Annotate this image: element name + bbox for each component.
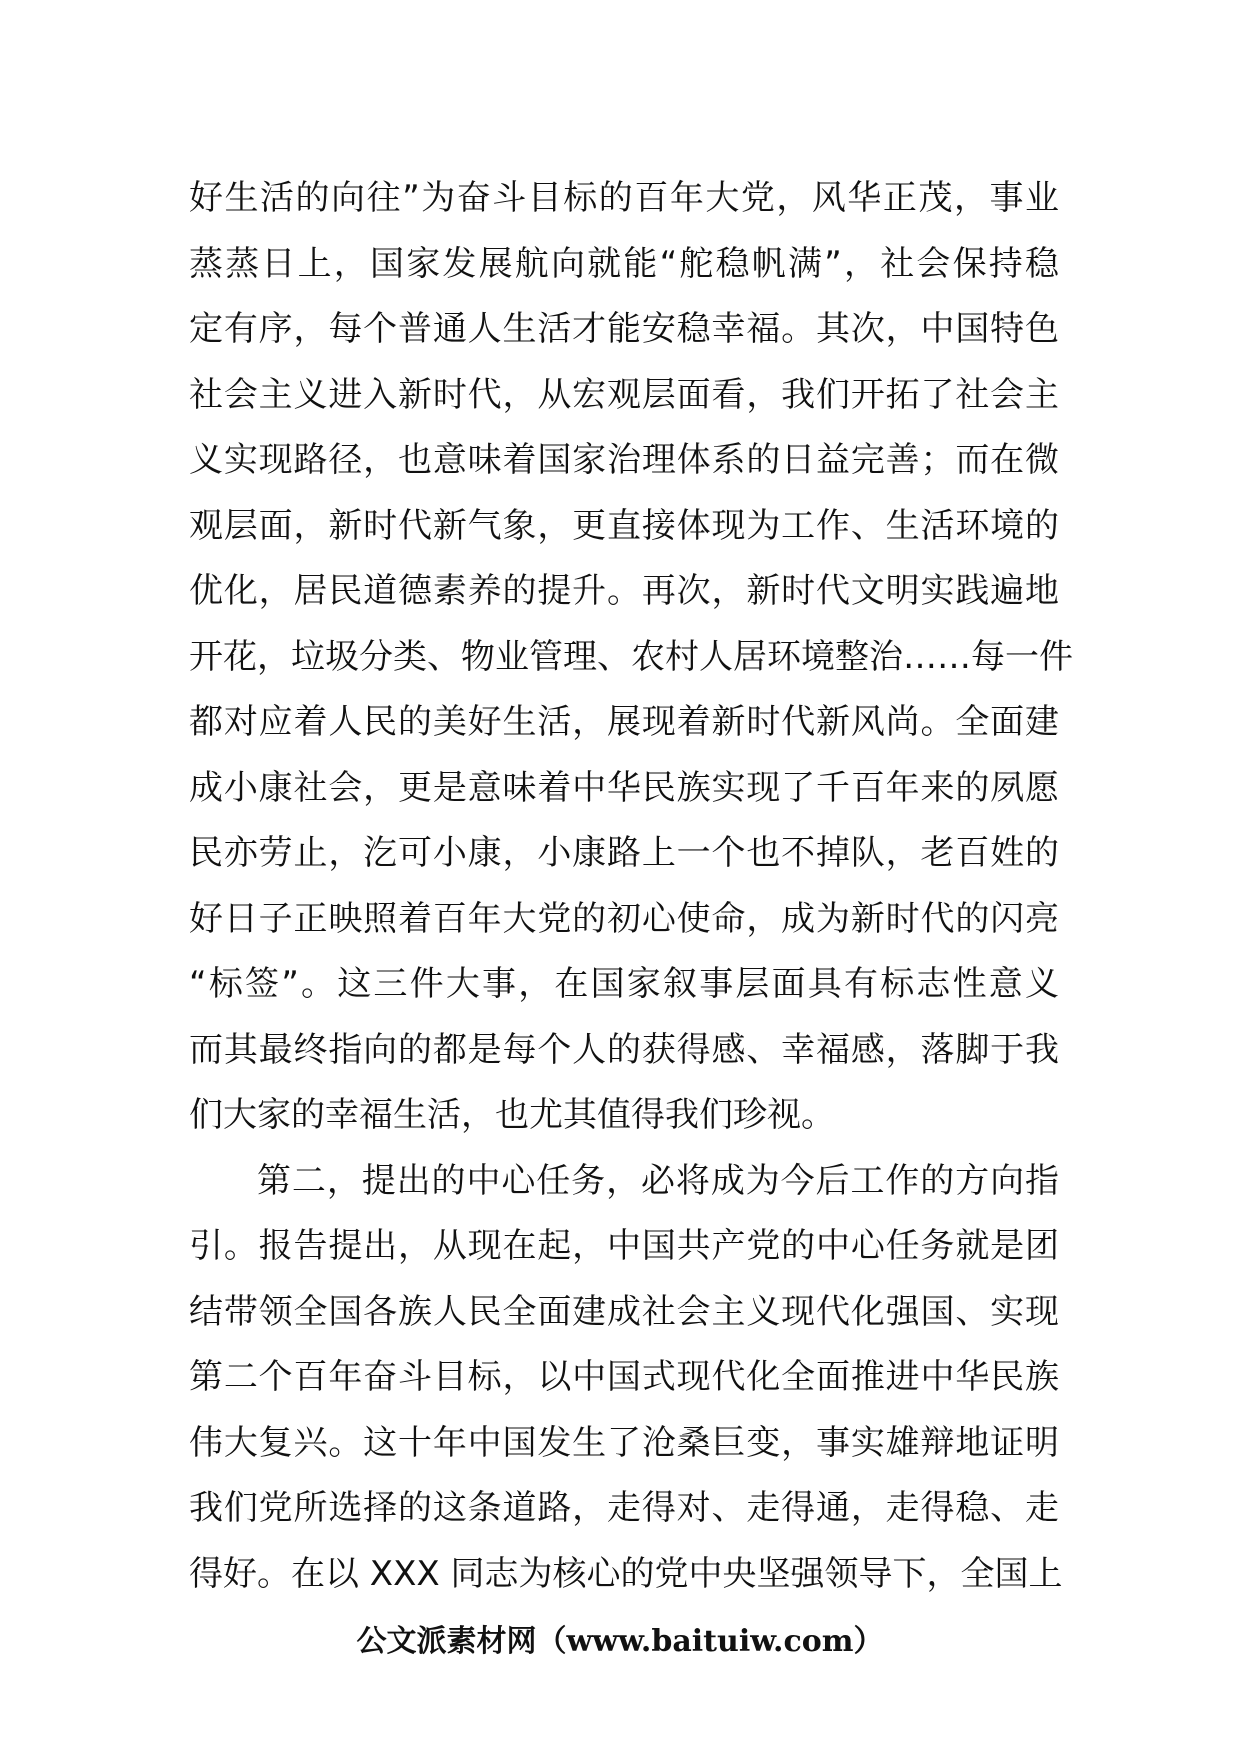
text-line: 优化，居民道德素养的提升。再次，新时代文明实践遍地 — [189, 571, 1059, 611]
text-line: 义实现路径，也意味着国家治理体系的日益完善；而在微 — [189, 440, 1059, 480]
text-line: 引。报告提出，从现在起，中国共产党的中心任务就是团 — [189, 1226, 1059, 1266]
document-body — [189, 166, 1073, 1607]
text-line: 而其最终指向的都是每个人的获得感、幸福感，落脚于我 — [189, 1029, 1059, 1070]
text-line: 民亦劳止，汔可小康，小康路上一个也不掉队，老百姓的 — [189, 833, 1059, 873]
text-line: 都对应着人民的美好生活，展现着新时代新风尚。全面建 — [189, 702, 1059, 742]
text-line: 观层面，新时代新气象，更直接体现为工作、生活环境的 — [189, 505, 1059, 546]
text-line: 得好。在以 XXX 同志为核心的党中央坚强领导下，全国上 — [189, 1553, 1063, 1594]
text-line: 蒸蒸日上，国家发展航向就能“舵稳帆满”，社会保持稳 — [189, 243, 1059, 284]
text-line: 开花，垃圾分类、物业管理、农村人居环境整治……每一件 — [189, 636, 1073, 677]
text-line: 定有序，每个普通人生活才能安稳幸福。其次，中国特色 — [189, 309, 1059, 349]
text-line: 成小康社会，更是意味着中华民族实现了千百年来的夙愿 — [189, 767, 1059, 808]
text-line: 结带领全国各族人民全面建成社会主义现代化强国、实现 — [189, 1291, 1059, 1332]
text-line: 好生活的向往”为奋斗目标的百年大党，风华正茂，事业 — [189, 178, 1059, 218]
paragraph-first-line: 第二，提出的中心任务，必将成为今后工作的方向指 — [257, 1160, 1059, 1201]
text-line: 社会主义进入新时代，从宏观层面看，我们开拓了社会主 — [189, 374, 1059, 415]
text-line: 伟大复兴。这十年中国发生了沧桑巨变，事实雄辩地证明 — [189, 1422, 1059, 1463]
text-line: 我们党所选择的这条道路，走得对、走得通，走得稳、走 — [189, 1488, 1059, 1528]
page-footer-watermark: 公文派素材网（www.baituiw.com） — [356, 1624, 884, 1659]
paragraph-last-line: 们大家的幸福生活，也尤其值得我们珍视。 — [189, 1095, 835, 1135]
text-line: 第二个百年奋斗目标，以中国式现代化全面推进中华民族 — [189, 1357, 1059, 1397]
text-line: 好日子正映照着百年大党的初心使命，成为新时代的闪亮 — [189, 898, 1059, 939]
text-line: “标签”。这三件大事，在国家叙事层面具有标志性意义 — [189, 964, 1059, 1004]
